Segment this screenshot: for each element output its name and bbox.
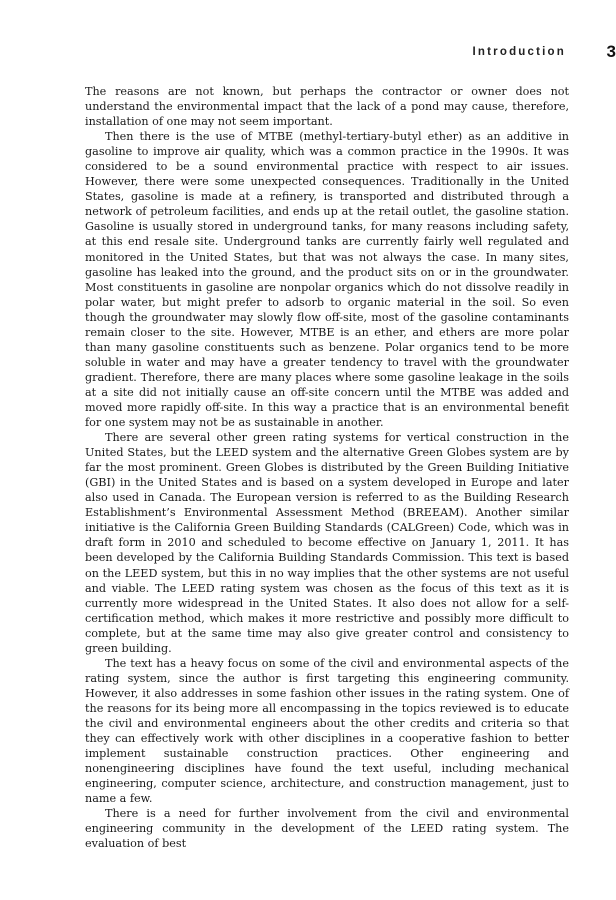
paragraph: There are several other green rating systems for vertical construction in the United States, but the LEED system and the alternative Green Globes system are by far the most prominent. Green Globes is distributed by the Green Building Initiative (GBI) in the United States and is based on a system developed in Europe and later also used in Canada. The European version is referred to as the Building Research Establishment’s Environmental Assessment Method (BREEAM). Another similar initiative is the California Green Building Standards (CALGreen) Code, which was in draft form in 2010 and scheduled to become effective on January 1, 2011. It has been developed by the California Building Standards Commission. This text is based on the LEED system, but this in no way implies that the other systems are not useful and viable. The LEED rating system was chosen as the focus of this text as it is currently more widespread in the United States. It also does not allow for a self-certification method, which makes it more restrictive and possibly more difficult to complete, but at the same time may also give greater control and consistency to green building. — [85, 431, 569, 655]
paragraph: There is a need for further involvement from the civil and environmental engineering community in the development of the LEED rating system. The evaluation of best — [85, 807, 569, 851]
running-head-section-title: Introduction — [472, 46, 566, 58]
paragraph: Then there is the use of MTBE (methyl-tertiary-butyl ether) as an additive in gasoline to improve air quality, which was a common practice in the 1990s. It was considered to be a sound environmental practice with respect to air issues. However, there were some unexpected consequences. Traditionally in the United States, gasoline is made at a refinery, is transported and distributed through a network of petroleum facilities, and ends up at the retail outlet, the gasoline station. Gasoline is usually stored in underground tanks, for many reasons including safety, at this end resale site. Underground tanks are currently fairly well regulated and monitored in the United States, but that was not always the case. In many sites, gasoline has leaked into the ground, and the product sits on or in the groundwater. Most constituents in gasoline are nonpolar organics which do not dissolve readily in polar water, but might prefer to adsorb to organic material in the soil. So even though the groundwater may slowly flow off-site, most of the gasoline contaminants remain closer to the site. However, MTBE is an ether, and ethers are more polar than many gasoline constituents such as benzene. Polar organics tend to be more soluble in water and may have a greater tendency to travel with the groundwater gradient. Therefore, there are many places where some gasoline leakage in the soils at a site did not initially cause an off-site concern until the MTBE was added and moved more rapidly off-site. In this way a practice that is an environmental benefit for one system may not be as sustainable in another. — [85, 130, 569, 430]
page-number: 3 — [606, 42, 616, 61]
body-text — [85, 84, 569, 851]
running-head — [0, 44, 614, 64]
paragraph: The text has a heavy focus on some of the civil and environmental aspects of the rating system, since the author is first targeting this engineering community. However, it also addresses in some fashion other issues in the rating system. One of the reasons for its being more all encompassing in the topics reviewed is to educate the civil and environmental engineers about the other credits and criteria so that they can effectively work with other disciplines in a cooperative fashion to better implement sustainable construction practices. Other engineering and nonengineering disciplines have found the text useful, including mechanical engineering, computer science, architecture, and construction management, just to name a few. — [85, 656, 569, 806]
paragraph: The reasons are not known, but perhaps the contractor or owner does not understand the environmental impact that the lack of a pond may cause, therefore, installation of one may not seem important. — [85, 85, 569, 129]
